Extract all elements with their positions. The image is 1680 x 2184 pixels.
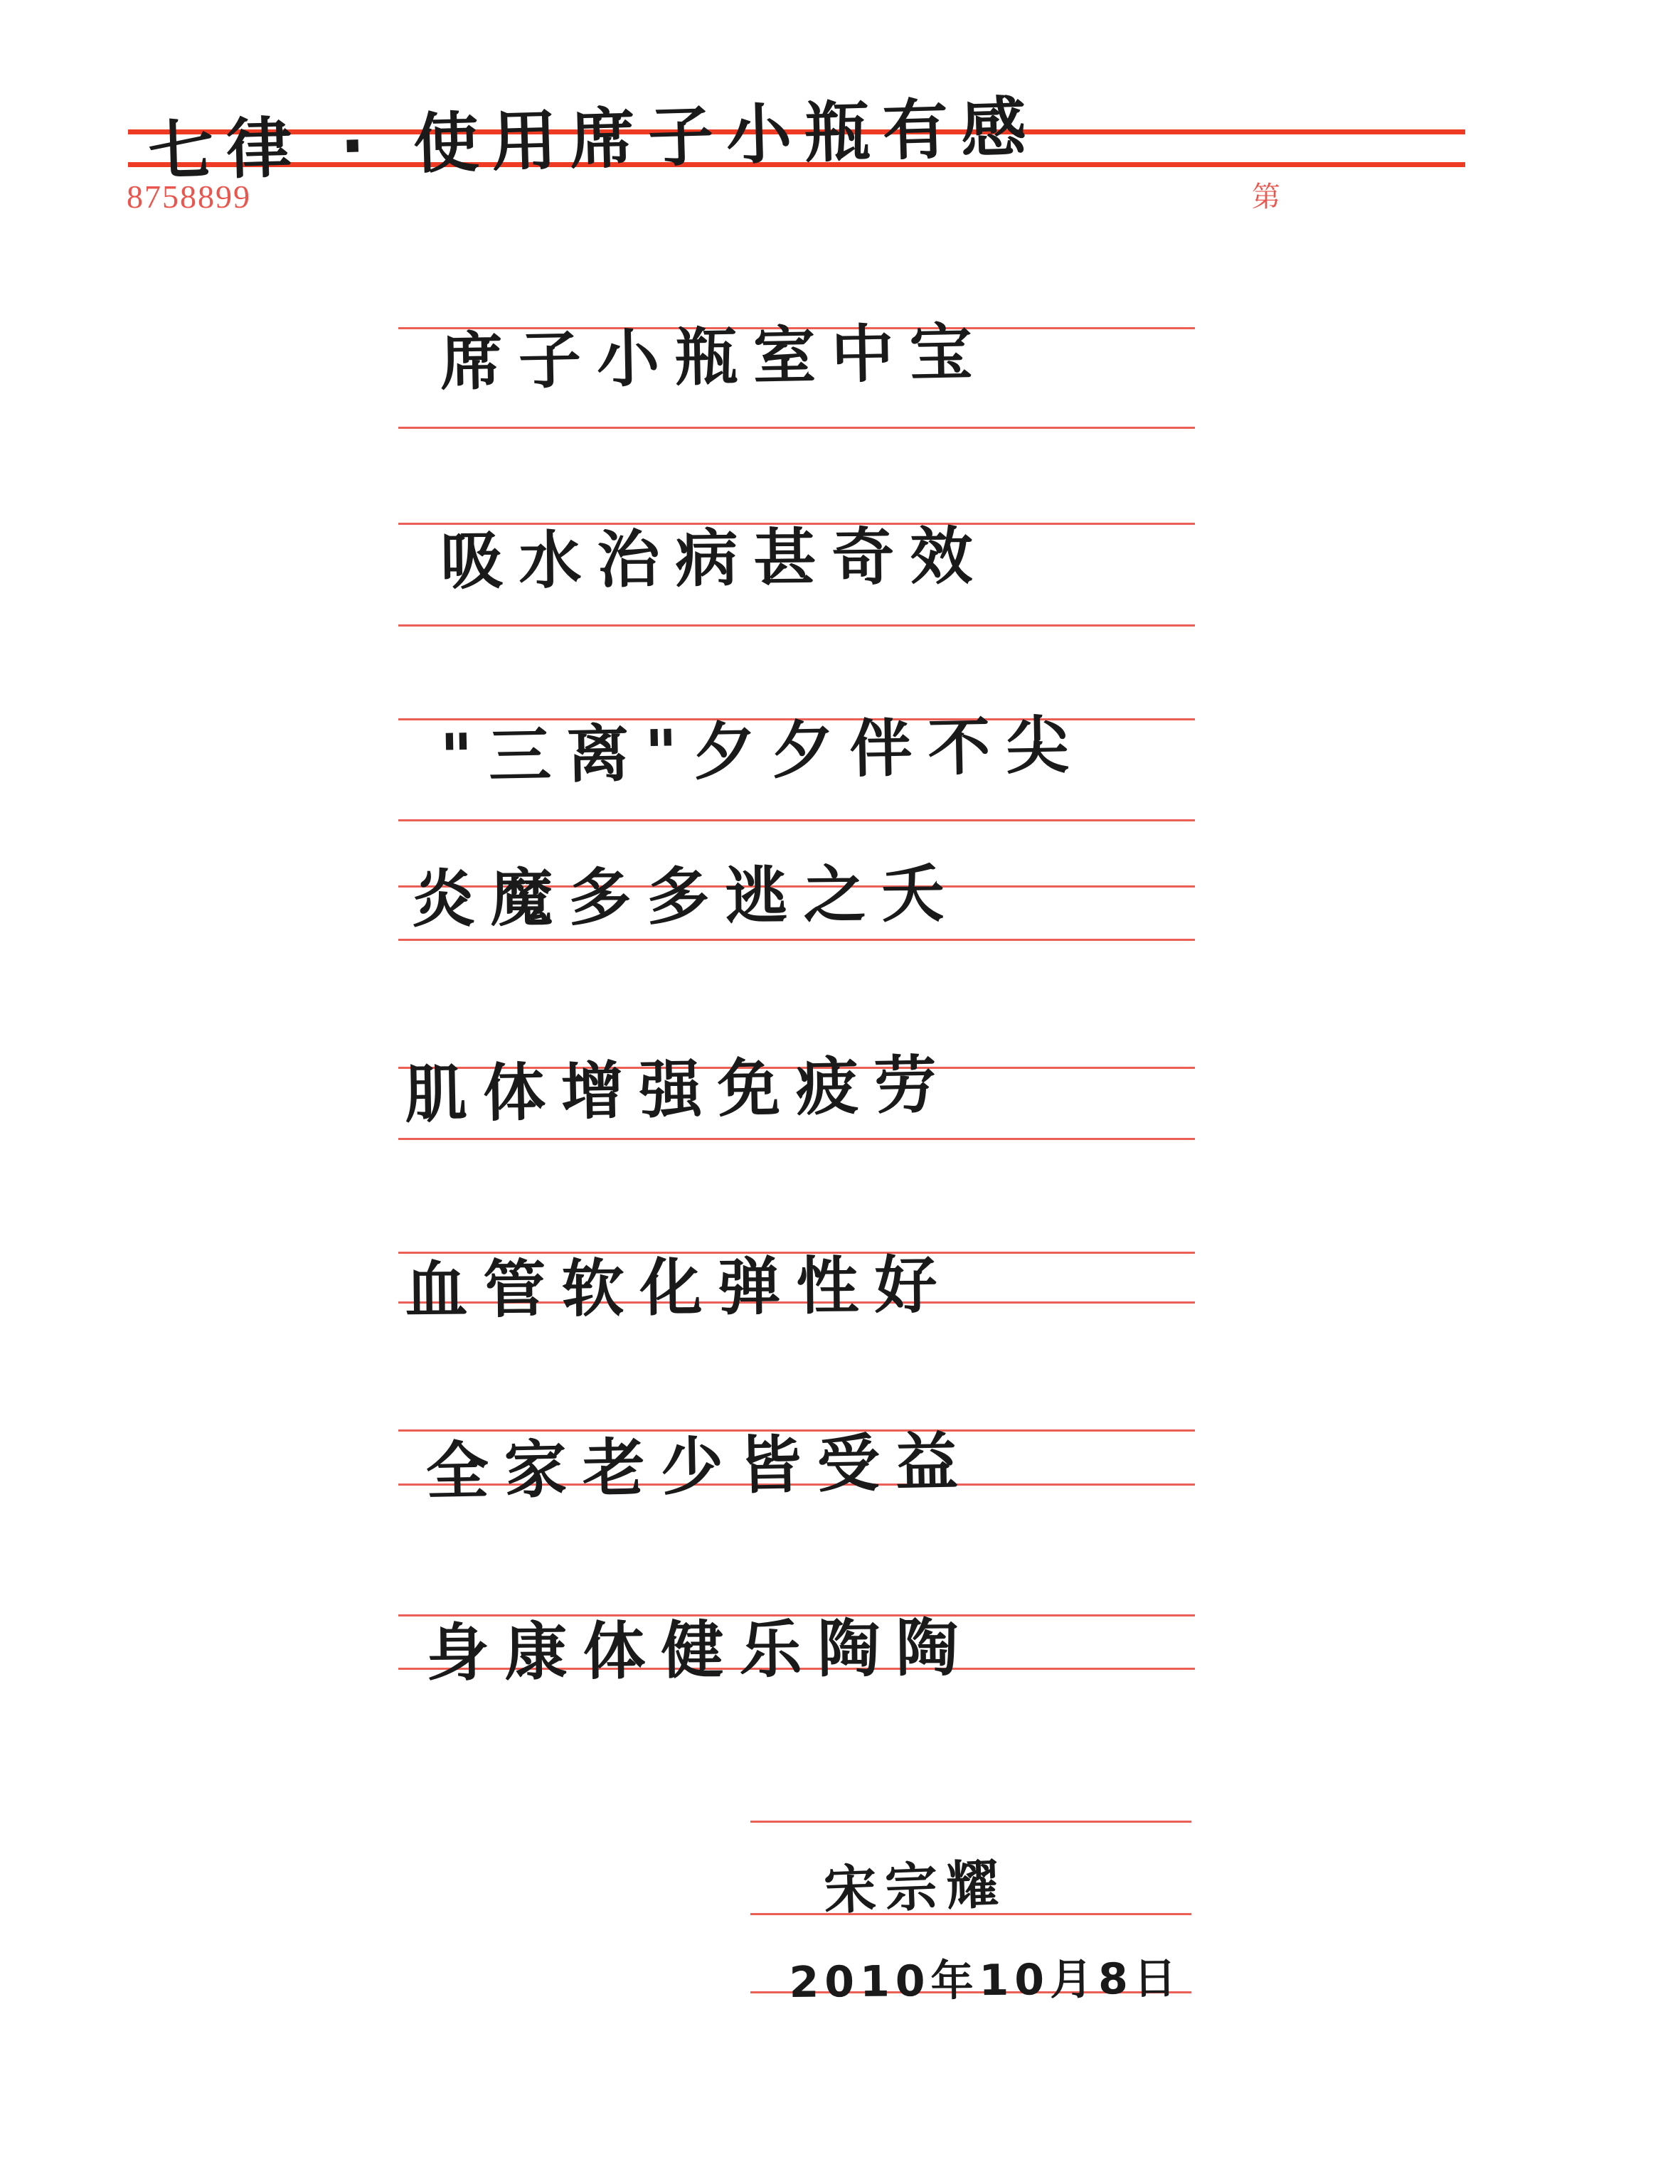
poem-line: "三离"夕夕伴不尖 xyxy=(439,708,1085,794)
poem-line: 全家老少皆受益 xyxy=(425,1424,974,1509)
serial-number: 8758899 xyxy=(127,179,251,215)
rule-line xyxy=(398,939,1195,941)
poem-line: 席子小瓶室中宝 xyxy=(439,315,989,400)
rule-line xyxy=(398,427,1195,429)
poem-line: 肌体增强免疲劳 xyxy=(403,1048,953,1132)
rule-line xyxy=(398,624,1195,627)
page-mark: 第 xyxy=(1252,181,1280,213)
poem-line: 血管软化弹性好 xyxy=(404,1247,953,1328)
date-text: 2010年10月8日 xyxy=(789,1954,1183,2008)
rule-line xyxy=(750,1821,1191,1823)
rule-line xyxy=(398,1138,1195,1140)
poem-title: 七律 · 使用席子小瓶有感 xyxy=(147,89,1041,191)
signature: 宋宗耀 xyxy=(822,1853,1009,1922)
poem-line: 炎魔多多逃之夭 xyxy=(411,856,960,937)
rule-line xyxy=(398,819,1195,821)
poem-line: 身康体健乐陶陶 xyxy=(425,1610,974,1690)
poem-line: 吸水治病甚奇效 xyxy=(440,518,989,599)
